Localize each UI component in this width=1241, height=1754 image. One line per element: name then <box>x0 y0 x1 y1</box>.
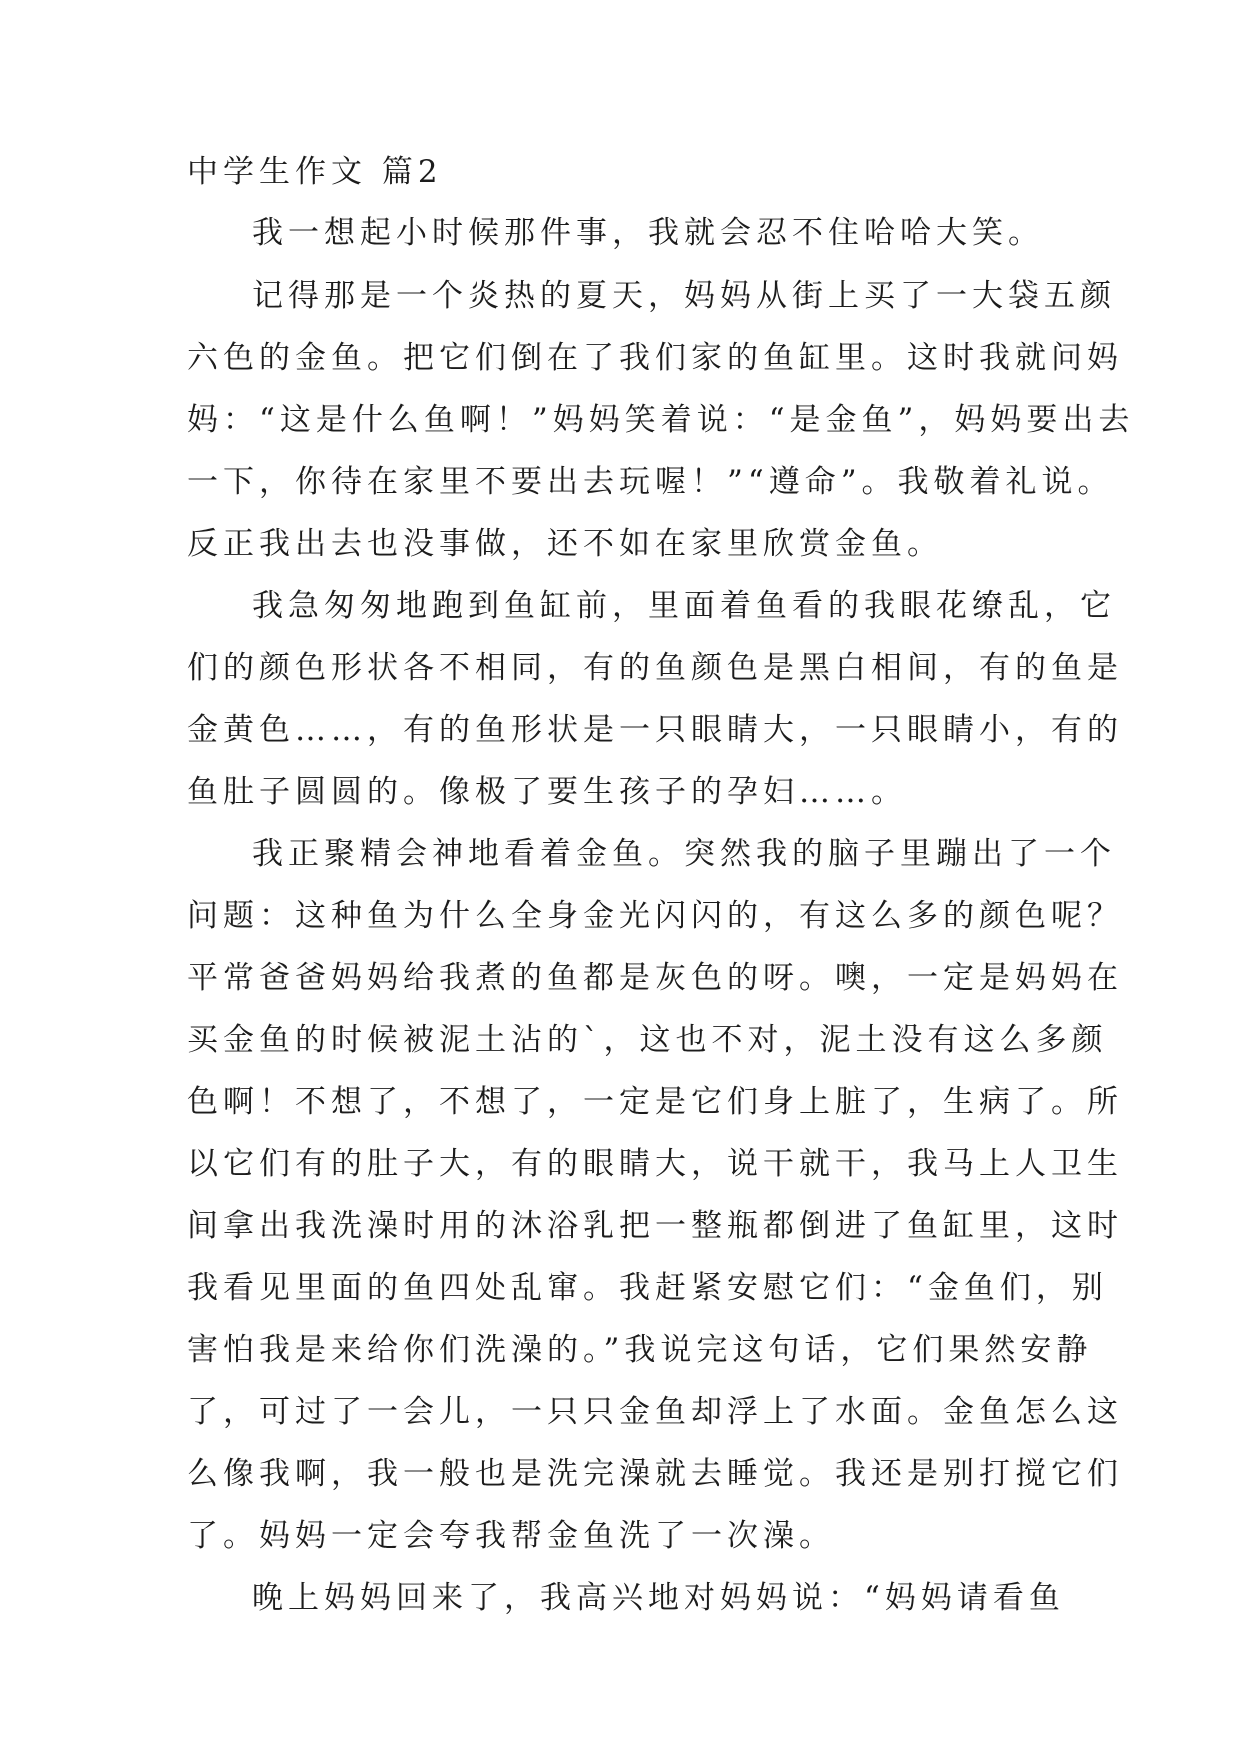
paragraph-line: 反正我出去也没事做，还不如在家里欣赏金鱼。 <box>187 526 943 562</box>
paragraph-line: 了。妈妈一定会夸我帮金鱼洗了一次澡。 <box>187 1518 835 1554</box>
paragraph-line: 六色的金鱼。把它们倒在了我们家的鱼缸里。这时我就问妈 <box>187 340 1123 376</box>
paragraph-line: 以它们有的肚子大，有的眼睛大，说干就干，我马上人卫生 <box>187 1146 1123 1182</box>
paragraph-line: 我正聚精会神地看着金鱼。突然我的脑子里蹦出了一个 <box>252 836 1116 872</box>
paragraph-line: 妈：“这是什么鱼啊！”妈妈笑着说：“是金鱼”，妈妈要出去 <box>187 402 1135 438</box>
paragraph-line: 平常爸爸妈妈给我煮的鱼都是灰色的呀。噢，一定是妈妈在 <box>187 960 1123 996</box>
paragraph-line: 么像我啊，我一般也是洗完澡就去睡觉。我还是别打搅它们 <box>187 1456 1123 1492</box>
paragraph-line: 害怕我是来给你们洗澡的。”我说完这句话，它们果然安静 <box>187 1332 1093 1368</box>
paragraph-line: 我看见里面的鱼四处乱窜。我赶紧安慰它们：“金鱼们，别 <box>187 1270 1108 1306</box>
paragraph-line: 了，可过了一会儿，一只只金鱼却浮上了水面。金鱼怎么这 <box>187 1394 1123 1430</box>
paragraph-line: 记得那是一个炎热的夏天，妈妈从街上买了一大袋五颜 <box>252 278 1116 314</box>
paragraph-line: 我急匆匆地跑到鱼缸前，里面着鱼看的我眼花缭乱，它 <box>252 588 1116 624</box>
paragraph-line: 鱼肚子圆圆的。像极了要生孩子的孕妇……。 <box>187 774 907 810</box>
paragraph-line: 买金鱼的时候被泥土沾的`，这也不对，泥土没有这么多颜 <box>187 1022 1108 1058</box>
paragraph-line: 我一想起小时候那件事，我就会忍不住哈哈大笑。 <box>252 215 1044 251</box>
paragraph-line: 色啊！不想了，不想了，一定是它们身上脏了，生病了。所 <box>187 1084 1123 1120</box>
document-heading: 中学生作文 篇2 <box>187 154 443 190</box>
paragraph-line: 问题：这种鱼为什么全身金光闪闪的，有这么多的颜色呢？ <box>187 898 1123 934</box>
paragraph-line: 金黄色……，有的鱼形状是一只眼睛大，一只眼睛小，有的 <box>187 712 1123 748</box>
paragraph-line: 们的颜色形状各不相同，有的鱼颜色是黑白相间，有的鱼是 <box>187 650 1123 686</box>
paragraph-line: 间拿出我洗澡时用的沐浴乳把一整瓶都倒进了鱼缸里，这时 <box>187 1208 1123 1244</box>
paragraph-line: 一下，你待在家里不要出去玩喔！”“遵命”。我敬着礼说。 <box>187 464 1114 500</box>
paragraph-line: 晚上妈妈回来了，我高兴地对妈妈说：“妈妈请看鱼 <box>252 1580 1065 1616</box>
